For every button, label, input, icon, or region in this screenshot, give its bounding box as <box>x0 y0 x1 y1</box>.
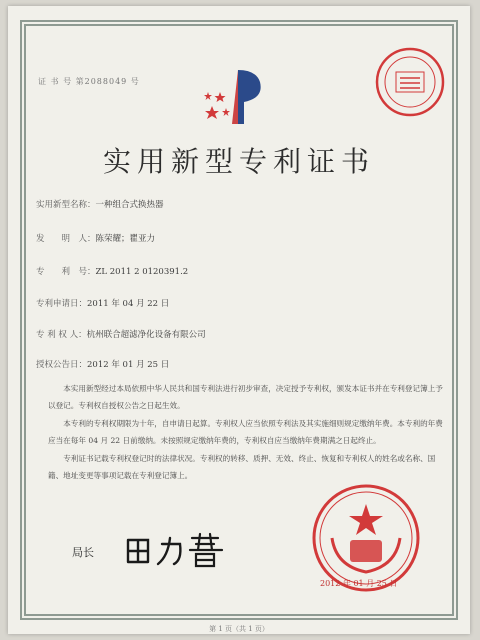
body-paragraph: 专利证书记载专利权登记时的法律状况。专利权的转移、质押、无效、终止、恢复和专利权人的姓名或名称、国籍、地址变更等事项记载在专利登记簿上。 <box>48 454 436 480</box>
field-patent-number <box>36 265 188 277</box>
certificate-title: 实用新型专利证书 <box>102 145 375 178</box>
field-label: 实用新型名称： <box>36 200 96 210</box>
field-value: ZL 2011 2 0120391.2 <box>95 267 189 277</box>
field-utility-model-name <box>36 198 164 210</box>
certificate-sheet <box>8 6 470 634</box>
director-label: 局长 <box>72 546 94 559</box>
patent-office-emblem-icon <box>198 62 278 132</box>
body-paragraph: 本专利的专利权期限为十年，自申请日起算。专利权人应当依照专利法及其实施细则规定缴纳年费。本专利的年费应当在每年 04 月 22 日前缴纳。未按照规定缴纳年费的，专利权自应当缴纳年费期满之日起终止。 <box>48 419 443 445</box>
director-signature <box>122 530 232 570</box>
field-grant-date <box>36 358 169 370</box>
certificate-number: 证 书 号 第2088049 号 <box>38 77 140 86</box>
field-inventor <box>36 232 155 244</box>
field-value: 一种组合式换热器 <box>95 200 164 210</box>
field-label: 专 利 权 人： <box>36 330 87 340</box>
field-value: 2011 年 04 月 22 日 <box>87 299 170 309</box>
field-value: 杭州联合超滤净化设备有限公司 <box>86 330 206 340</box>
field-value: 陈荣耀；瞿亚力 <box>95 234 156 244</box>
field-label: 发 明 人： <box>36 234 96 244</box>
field-application-date <box>36 297 169 309</box>
field-value: 2012 年 01 月 25 日 <box>87 360 170 370</box>
field-label: 专 利 号： <box>36 267 96 277</box>
field-label: 授权公告日： <box>36 360 88 370</box>
small-official-seal <box>374 46 446 118</box>
field-label: 专利申请日： <box>36 299 88 309</box>
page-number: 第 1 页（共 1 页） <box>209 625 269 633</box>
certificate-body <box>48 380 444 485</box>
seal-date: 2012 年 01 月 25 日 <box>320 579 398 588</box>
body-paragraph: 本实用新型经过本局依照中华人民共和国专利法进行初步审查，决定授予专利权，颁发本证书并在专利登记簿上予以登记。专利权自授权公告之日起生效。 <box>48 384 443 410</box>
field-patentee <box>36 328 206 340</box>
